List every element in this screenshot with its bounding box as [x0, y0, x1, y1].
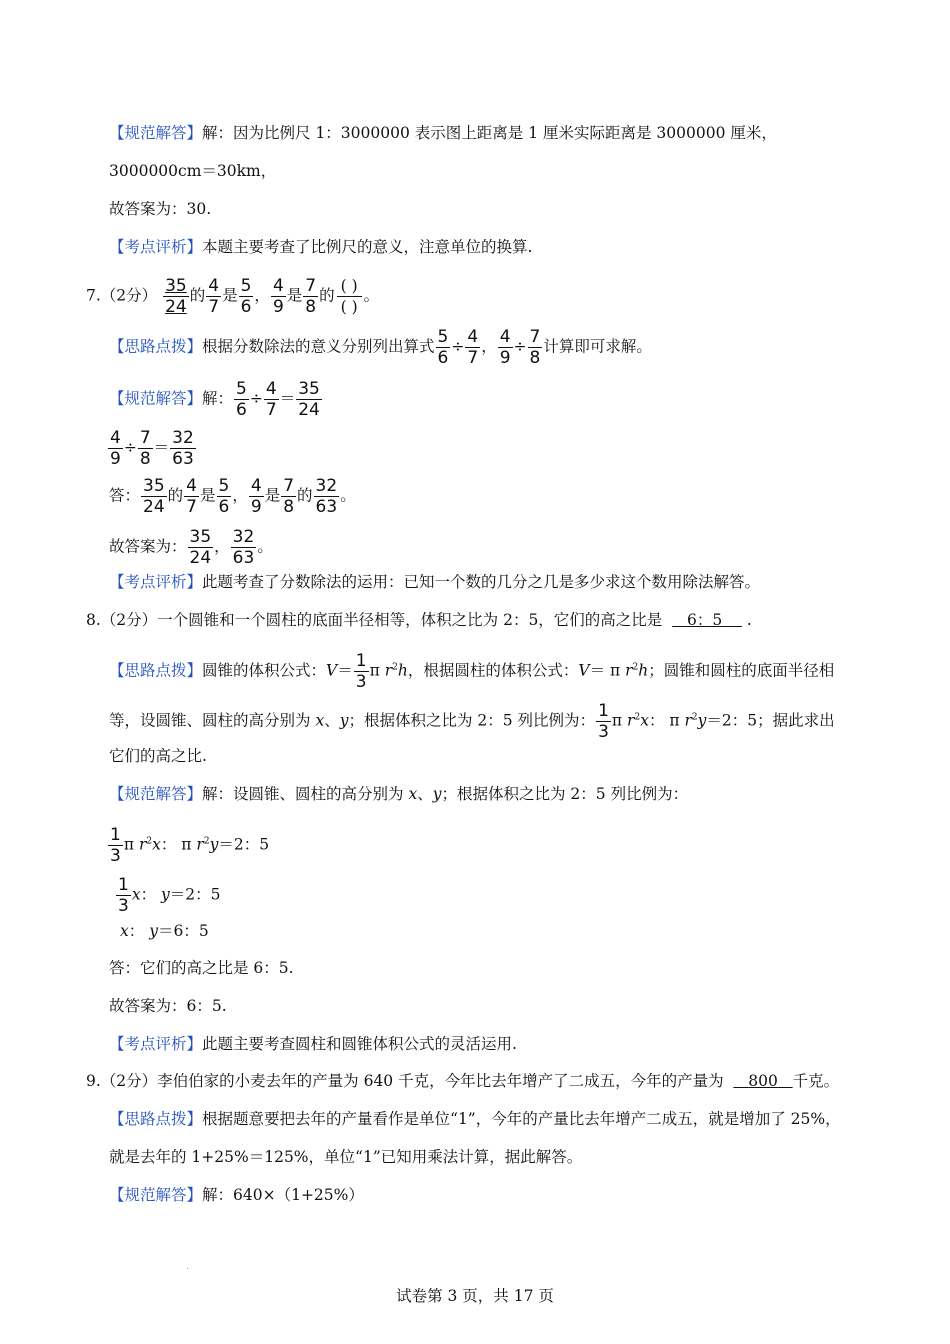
q6-answer: 故答案为：30. — [109, 200, 212, 218]
fraction: $\frac{5}{6}$ — [240, 276, 252, 317]
q7-review-tag: 【考点评析】 — [109, 573, 203, 591]
q7-solution-line2: $\frac{4}{9}$ ÷ $\frac{7}{8}$ ＝ $\frac{32}{63}$ — [110, 428, 194, 469]
q7-solution-tag: 【规范解答】 — [109, 389, 203, 408]
q9-hint-line2: 就是去年的 1+25%＝125%，单位“1”已知用乘法计算，据此解答。 — [109, 1148, 583, 1166]
q7-solution-line: 【规范解答】解： $\frac{5}{6}$ ÷ $\frac{4}{7}$ ＝ $\frac{35}{24}$ — [109, 379, 320, 420]
q8-solution-line: 【规范解答】解：设圆锥、圆柱的高分别为 x、y；根据体积之比为 2：5 列比例为： — [109, 785, 689, 803]
q9-answer-blank: 800 — [748, 1072, 778, 1090]
q7-blank-fraction: ( ) ( ) — [337, 276, 362, 317]
fraction: $\frac{4}{9}$ — [272, 276, 284, 317]
q8-solution-tag: 【规范解答】 — [109, 785, 203, 803]
q8-equation-1: $\frac{1}{3}$ π $r^2x$： π $r^2y=2$：5 — [110, 825, 270, 866]
q7-answer-line: 答： $\frac{35}{24}$ 的 $\frac{4}{7}$ 是 $\frac{5}{6}$ ， $\frac{4}{9}$ 是 $\frac{7}{8}$ 的 $\frac{32}{63}$ 。 — [109, 476, 356, 517]
q7-question-line: 7.（2分） $\frac{35}{24}$ 的 $\frac{4}{7}$ 是 $\frac{5}{6}$ ， $\frac{4}{9}$ 是 $\frac{7}{8}$ 的 ( ) ( ) 。 — [86, 276, 380, 317]
q6-review-tag: 【考点评析】 — [109, 238, 203, 256]
q7-hint-tag: 【思路点拨】 — [109, 337, 203, 356]
q8-question-line: 8.（2分）一个圆锥和一个圆柱的底面半径相等，体积之比为 2：5，它们的高之比是 6：5 . — [86, 611, 752, 629]
q8-hint-line3: 它们的高之比. — [109, 747, 207, 765]
page-footer: 试卷第 3 页，共 17 页 — [396, 1287, 554, 1305]
q8-hint-line2: 等，设圆锥、圆柱的高分别为 x、y；根据体积之比为 2：5 列比例为： $\frac{1}{3}$ π $r^2x$： π $r^2y=2$：5；据此求出 — [109, 701, 835, 742]
q8-equation-2: $\frac{1}{3}$ x： y＝2：5 — [118, 875, 221, 916]
q9-solution-line: 【规范解答】解：640×（1+25%） — [109, 1186, 364, 1204]
q8-review-tag: 【考点评析】 — [109, 1035, 203, 1053]
q7-answer-fraction: $\frac{35}{24}$ — [165, 276, 187, 317]
q6-solution-tag: 【规范解答】 — [109, 124, 203, 142]
fraction: $\frac{7}{8}$ — [305, 276, 317, 317]
q9-question-line: 9.（2分）李伯伯家的小麦去年的产量为 640 千克，今年比去年增产了二成五，今年的产量为 800 千克。 — [86, 1072, 840, 1090]
q7-final-answer: 故答案为： $\frac{35}{24}$ ， $\frac{32}{63}$ 。 — [109, 527, 273, 568]
q7-review-line: 【考点评析】此题考查了分数除法的运用：已知一个数的几分之几是多少求这个数用除法解答。 — [109, 573, 761, 591]
q8-hint-line: 【思路点拨】圆锥的体积公式：V＝ $\frac{1}{3}$ π $r^2h$，根据圆柱的体积公式：V＝ π $r^2h$；圆锥和圆柱的底面半径相 — [109, 651, 835, 692]
q8-equation-3: x： y＝6：5 — [120, 922, 209, 940]
q8-answer-blank: 6：5 — [686, 611, 723, 629]
q7-hint-line: 【思路点拨】根据分数除法的意义分别列出算式 $\frac{5}{6}$ ÷ $\frac{4}{7}$ ， $\frac{4}{9}$ ÷ $\frac{7}{8}$ 计算即可求解。 — [109, 327, 652, 368]
q6-solution-line2: 3000000cm＝30km， — [109, 162, 277, 180]
q6-review-text: 本题主要考查了比例尺的意义，注意单位的换算. — [202, 238, 533, 256]
q6-review-line — [109, 237, 532, 257]
q6-solution-line — [109, 123, 777, 143]
q8-answer: 答：它们的高之比是 6：5. — [109, 959, 294, 977]
q9-hint-tag: 【思路点拨】 — [109, 1110, 203, 1128]
fraction: $\frac{4}{7}$ — [208, 276, 220, 317]
q8-review-line: 【考点评析】此题主要考查圆柱和圆锥体积公式的灵活运用. — [109, 1035, 517, 1053]
q6-solution-text: 解：因为比例尺 1：3000000 表示图上距离是 1 厘米实际距离是 3000000 厘米， — [202, 124, 777, 142]
q8-hint-tag: 【思路点拨】 — [109, 661, 203, 680]
q7-number: 7.（2分） — [86, 286, 158, 305]
q9-hint-line: 【思路点拨】根据题意要把去年的产量看作是单位“1”，今年的产量比去年增产二成五，就是增加了 25%， — [109, 1110, 841, 1128]
q8-final-answer: 故答案为：6：5. — [109, 997, 227, 1015]
q9-solution-tag: 【规范解答】 — [109, 1186, 203, 1204]
speck — [187, 1268, 188, 1269]
